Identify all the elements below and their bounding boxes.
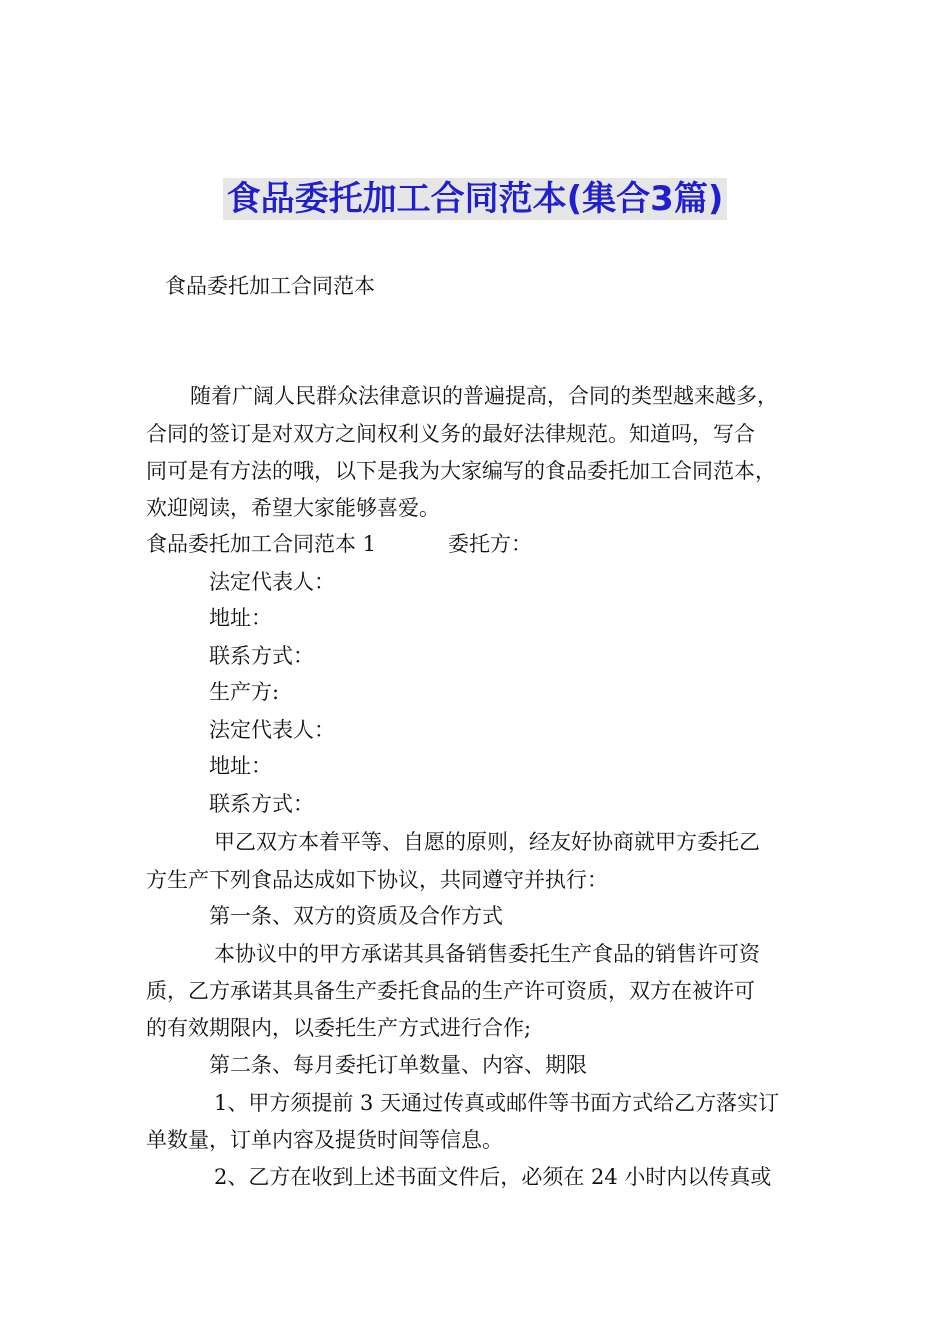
article-2-item-1-line-1: 1、甲方须提前 3 天通过传真或邮件等书面方式给乙方落实订 <box>214 1091 780 1115</box>
agreement-line-2: 方生产下列食品达成如下协议，共同遵守并执行： <box>146 868 608 892</box>
field-address: 地址： <box>209 606 272 630</box>
intro-line-4: 欢迎阅读，希望大家能够喜爱。 <box>146 496 440 520</box>
document-subtitle: 食品委托加工合同范本 <box>165 274 375 298</box>
section-heading: 食品委托加工合同范本 1 <box>146 532 377 556</box>
intro-line-1: 随着广阔人民群众法律意识的普遍提高，合同的类型越来越多， <box>190 384 778 408</box>
field-legal-representative-2: 法定代表人： <box>209 718 335 742</box>
field-legal-representative: 法定代表人： <box>209 570 335 594</box>
field-address-2: 地址： <box>209 754 272 778</box>
agreement-line-1: 甲乙双方本着平等、自愿的原则，经友好协商就甲方委托乙 <box>214 830 760 854</box>
article-1-heading: 第一条、双方的资质及合作方式 <box>209 904 503 928</box>
document-title: 食品委托加工合同范本(集合3篇) <box>223 178 728 220</box>
field-producer: 生产方: <box>209 680 280 704</box>
article-2-item-2-line-1: 2、乙方在收到上述书面文件后，必须在 24 小时内以传真或 <box>214 1165 772 1189</box>
field-contact: 联系方式： <box>209 644 314 668</box>
article-1-line-1: 本协议中的甲方承诺其具备销售委托生产食品的销售许可资 <box>214 942 760 966</box>
article-1-line-3: 的有效期限内，以委托生产方式进行合作; <box>146 1016 532 1040</box>
title-container <box>0 178 950 220</box>
intro-line-3: 同可是有方法的哦，以下是我为大家编写的食品委托加工合同范本， <box>146 459 776 483</box>
article-1-line-2: 质，乙方承诺其具备生产委托食品的生产许可资质，双方在被许可 <box>146 979 755 1003</box>
article-2-item-1-line-2: 单数量，订单内容及提货时间等信息。 <box>146 1128 503 1152</box>
field-contact-2: 联系方式： <box>209 792 314 816</box>
intro-line-2: 合同的签订是对双方之间权利义务的最好法律规范。知道吗，写合 <box>146 422 755 446</box>
article-2-heading: 第二条、每月委托订单数量、内容、期限 <box>209 1053 587 1077</box>
entrusting-party-label: 委托方： <box>448 532 532 556</box>
